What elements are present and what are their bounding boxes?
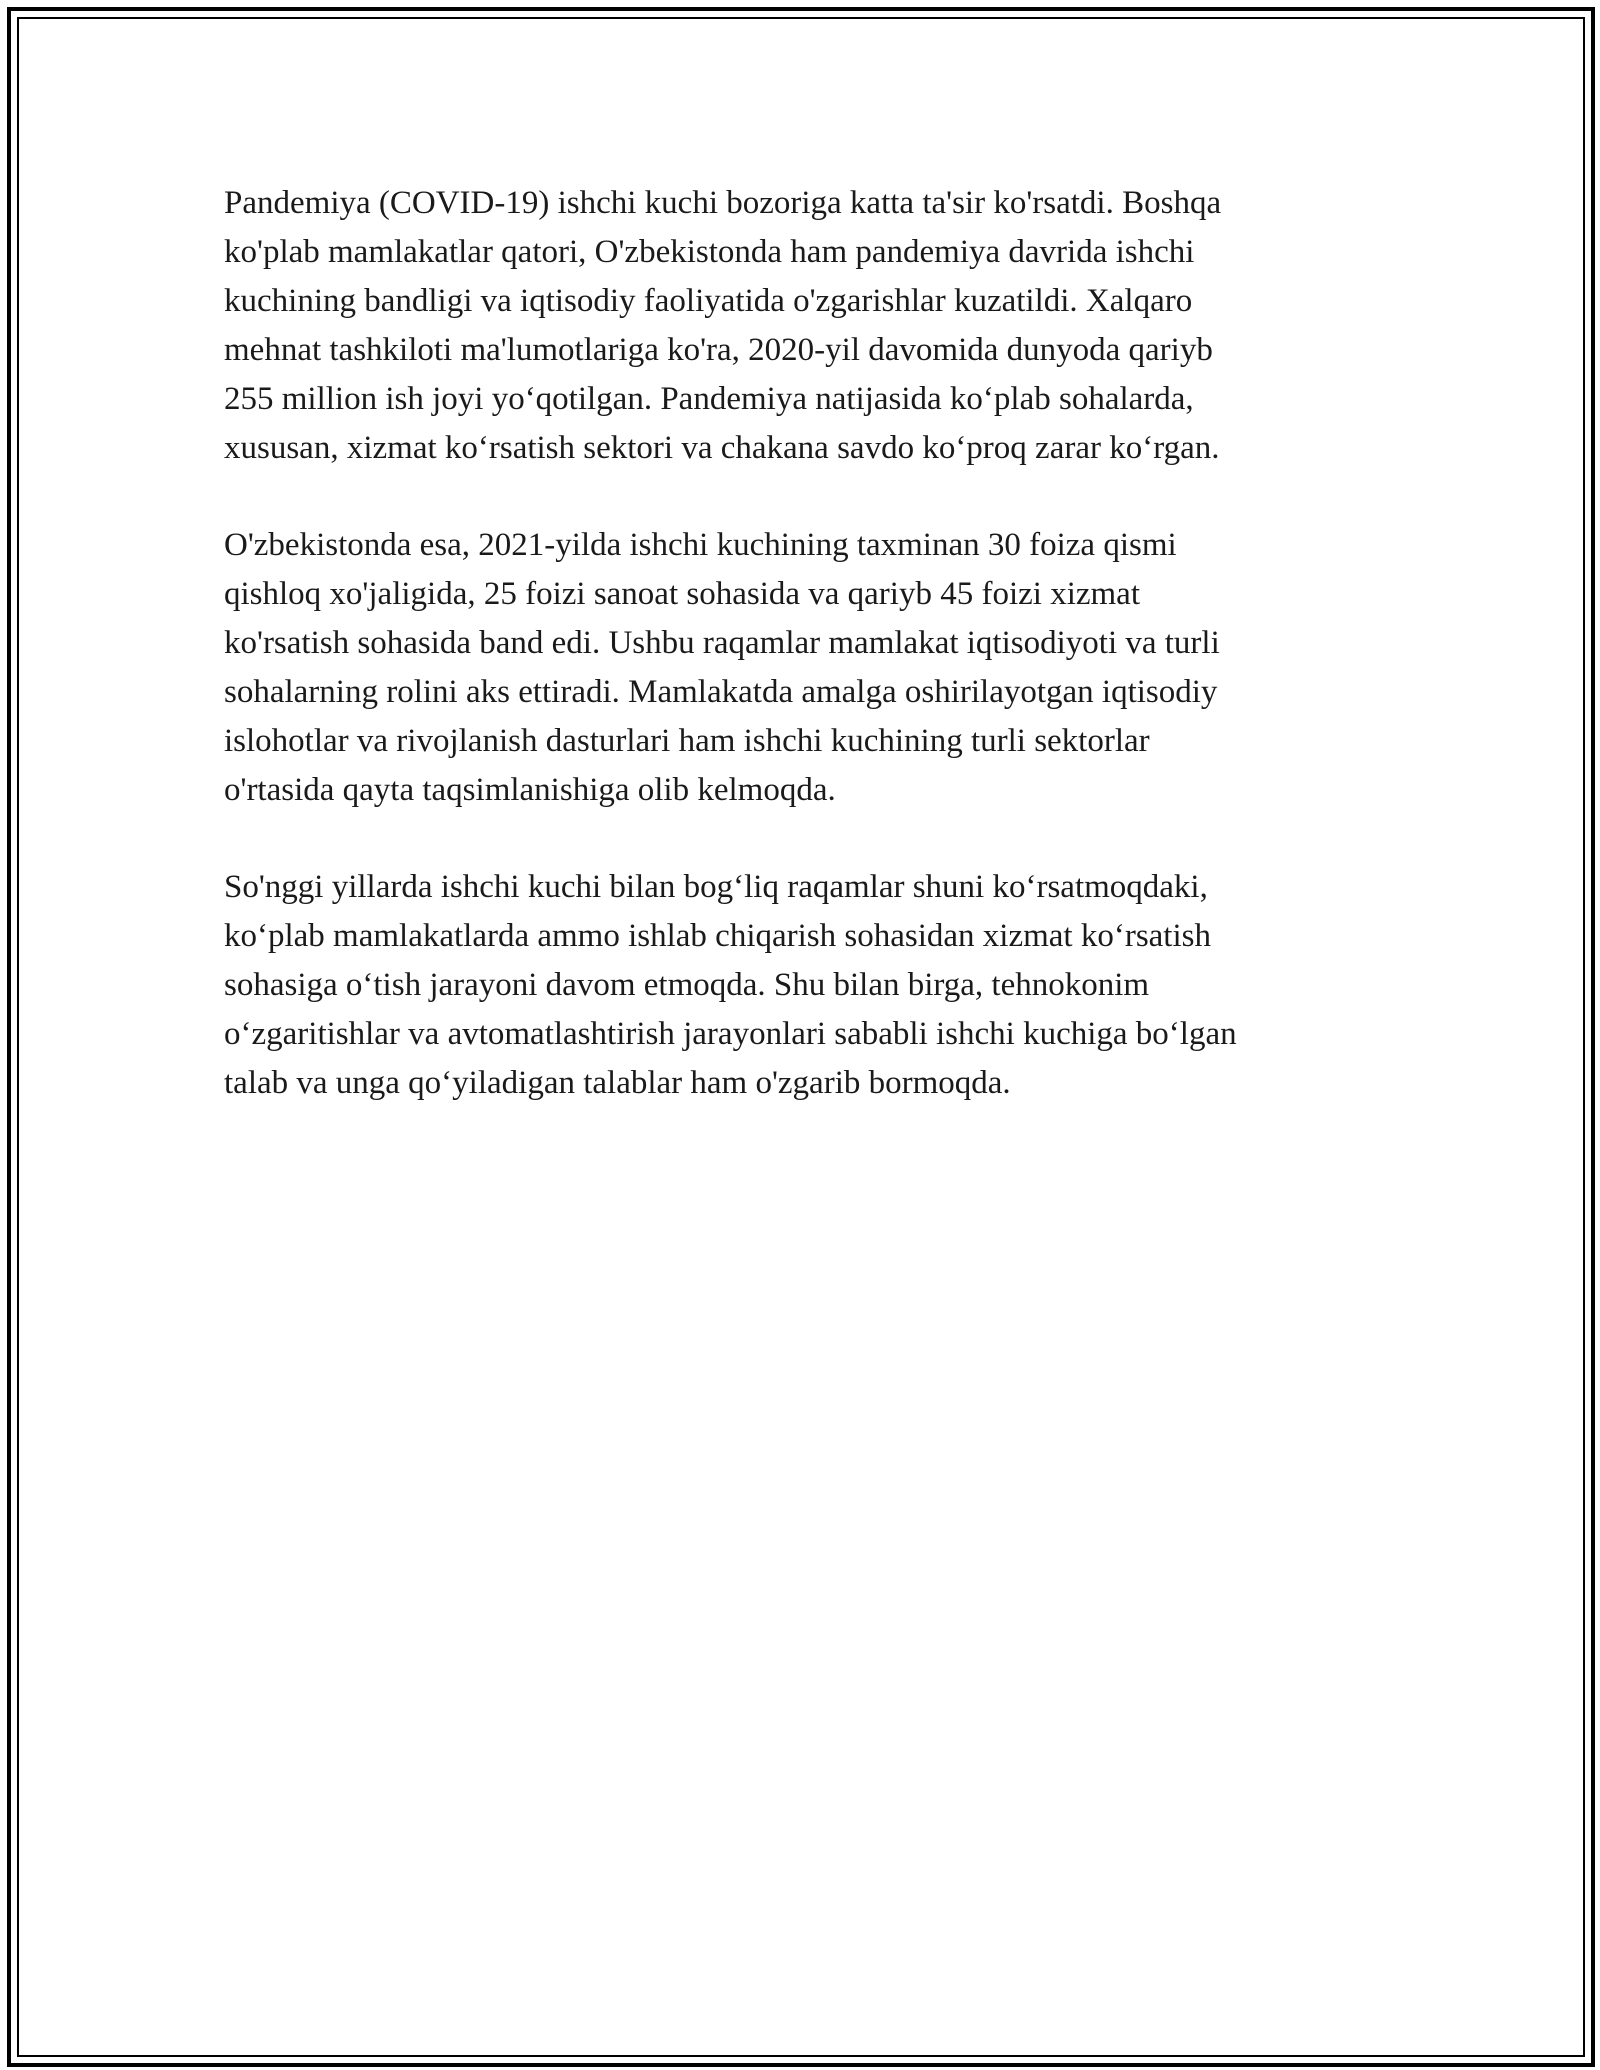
text-line: 255 million ish joyi yo‘qotilgan. Pandemiya natijasida ko‘plab sohalarda,	[224, 381, 1194, 417]
text-line: o‘zgaritishlar va avtomatlashtirish jarayonlari sababli ishchi kuchiga bo‘lgan	[224, 1016, 1237, 1052]
document-body	[224, 179, 1364, 1156]
text-line: sohasiga o‘tish jarayoni davom etmoqda. Shu bilan birga, tehnokonim	[224, 967, 1150, 1003]
text-line: ko'plab mamlakatlar qatori, O'zbekistonda ham pandemiya davrida ishchi	[224, 234, 1195, 270]
paragraph-3	[224, 863, 1364, 1108]
text-line: talab va unga qo‘yiladigan talablar ham o'zgarib bormoqda.	[224, 1065, 1011, 1101]
text-line: kuchining bandligi va iqtisodiy faoliyatida o'zgarishlar kuzatildi. Xalqaro	[224, 283, 1193, 319]
paragraph-2	[224, 521, 1364, 815]
text-line: o'rtasida qayta taqsimlanishiga olib kelmoqda.	[224, 772, 836, 808]
text-line: ko‘plab mamlakatlarda ammo ishlab chiqarish sohasidan xizmat ko‘rsatish	[224, 918, 1211, 954]
text-line: O'zbekistonda esa, 2021-yilda ishchi kuchining taxminan 30 foiza qismi	[224, 527, 1177, 563]
text-line: ko'rsatish sohasida band edi. Ushbu raqamlar mamlakat iqtisodiyoti va turli	[224, 625, 1220, 661]
text-line: mehnat tashkiloti ma'lumotlariga ko'ra, 2020-yil davomida dunyoda qariyb	[224, 332, 1213, 368]
text-line: islohotlar va rivojlanish dasturlari ham ishchi kuchining turli sektorlar	[224, 723, 1150, 759]
text-line: So'nggi yillarda ishchi kuchi bilan bog‘liq raqamlar shuni ko‘rsatmoqdaki,	[224, 869, 1208, 905]
text-line: xususan, xizmat ko‘rsatish sektori va chakana savdo ko‘proq zarar ko‘rgan.	[224, 430, 1220, 466]
text-line: sohalarning rolini aks ettiradi. Mamlakatda amalga oshirilayotgan iqtisodiy	[224, 674, 1218, 710]
text-line: Pandemiya (COVID-19) ishchi kuchi bozoriga katta ta'sir ko'rsatdi. Boshqa	[224, 185, 1222, 221]
paragraph-1	[224, 179, 1364, 473]
text-line: qishloq xo'jaligida, 25 foizi sanoat sohasida va qariyb 45 foizi xizmat	[224, 576, 1140, 612]
